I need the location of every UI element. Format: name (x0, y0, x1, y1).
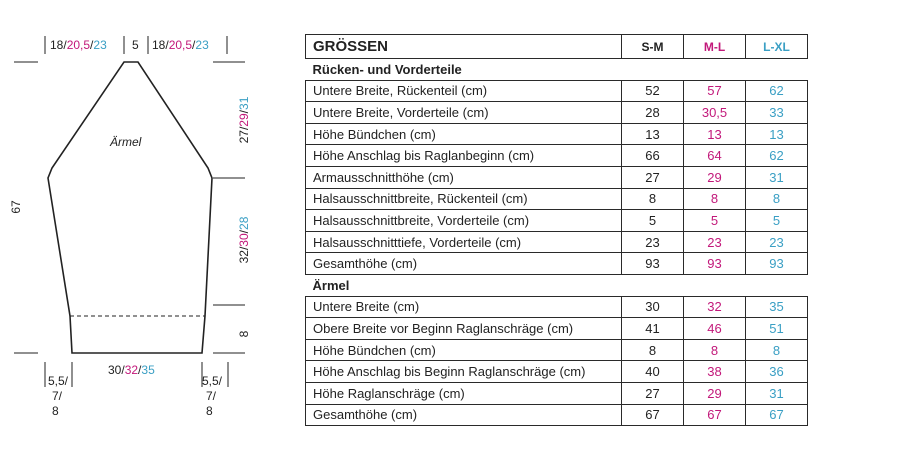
row-value-sm: 27 (622, 382, 684, 404)
right-offset-ml: 7/ (206, 389, 217, 403)
size-table (305, 34, 808, 426)
row-value-sm: 27 (622, 166, 684, 188)
row-value-lxl: 23 (746, 231, 808, 253)
row-value-ml: 30,5 (684, 102, 746, 124)
row-value-sm: 23 (622, 231, 684, 253)
row-value-lxl: 62 (746, 80, 808, 102)
section-header-row (306, 59, 808, 81)
table-row (306, 231, 808, 253)
row-value-lxl: 93 (746, 253, 808, 275)
row-value-lxl: 31 (746, 382, 808, 404)
section-title: Rücken- und Vorderteile (306, 59, 808, 81)
row-label: Gesamthöhe (cm) (306, 253, 622, 275)
row-label: Halsausschnitttiefe, Vorderteile (cm) (306, 231, 622, 253)
raglan-height-label: 27/29/31 (237, 96, 251, 144)
row-value-lxl: 35 (746, 296, 808, 318)
row-label: Untere Breite, Rückenteil (cm) (306, 80, 622, 102)
table-header-row (306, 35, 808, 59)
top-right-width-label: 18/20,5/23 (152, 38, 209, 52)
sleeve-schematic (0, 0, 300, 474)
row-label: Halsausschnittbreite, Rückenteil (cm) (306, 188, 622, 210)
sleeve-outline (48, 62, 212, 353)
row-value-sm: 40 (622, 361, 684, 383)
row-label: Armausschnitthöhe (cm) (306, 166, 622, 188)
row-value-ml: 67 (684, 404, 746, 426)
section-header-row (306, 274, 808, 296)
table-row (306, 80, 808, 102)
table-row (306, 145, 808, 167)
row-value-sm: 8 (622, 188, 684, 210)
left-offset-ml: 7/ (52, 389, 63, 403)
row-value-sm: 52 (622, 80, 684, 102)
row-label: Halsausschnittbreite, Vorderteile (cm) (306, 210, 622, 232)
left-offset-lxl: 8 (52, 404, 59, 418)
row-value-ml: 29 (684, 166, 746, 188)
row-value-lxl: 36 (746, 361, 808, 383)
right-offset-sm: 5,5/ (202, 374, 223, 388)
row-value-ml: 32 (684, 296, 746, 318)
row-value-lxl: 62 (746, 145, 808, 167)
row-value-lxl: 13 (746, 123, 808, 145)
top-left-width-label: 18/20,5/23 (50, 38, 107, 52)
left-offset-sm: 5,5/ (48, 374, 69, 388)
row-label: Höhe Raglanschräge (cm) (306, 382, 622, 404)
row-value-sm: 41 (622, 318, 684, 340)
cuff-height-label: 8 (237, 330, 251, 338)
row-label: Höhe Bündchen (cm) (306, 339, 622, 361)
row-value-ml: 8 (684, 188, 746, 210)
row-value-sm: 28 (622, 102, 684, 124)
size-header-sm: S-M (622, 35, 684, 59)
bottom-width-label: 30/32/35 (108, 363, 155, 377)
table-row (306, 102, 808, 124)
row-value-lxl: 5 (746, 210, 808, 232)
row-value-ml: 57 (684, 80, 746, 102)
row-value-ml: 46 (684, 318, 746, 340)
row-value-lxl: 31 (746, 166, 808, 188)
row-value-sm: 13 (622, 123, 684, 145)
row-label: Untere Breite, Vorderteile (cm) (306, 102, 622, 124)
row-label: Obere Breite vor Beginn Raglanschräge (cm) (306, 318, 622, 340)
table-row (306, 188, 808, 210)
row-value-ml: 64 (684, 145, 746, 167)
row-value-lxl: 8 (746, 339, 808, 361)
row-value-sm: 5 (622, 210, 684, 232)
row-label: Höhe Anschlag bis Raglanbeginn (cm) (306, 145, 622, 167)
right-offset-lxl: 8 (206, 404, 213, 418)
total-height-label: 67 (9, 200, 23, 214)
table-row (306, 123, 808, 145)
row-value-sm: 93 (622, 253, 684, 275)
table-row (306, 382, 808, 404)
row-value-lxl: 67 (746, 404, 808, 426)
row-value-lxl: 8 (746, 188, 808, 210)
row-value-lxl: 51 (746, 318, 808, 340)
row-value-ml: 23 (684, 231, 746, 253)
table-row (306, 210, 808, 232)
row-label: Höhe Bündchen (cm) (306, 123, 622, 145)
table-row (306, 166, 808, 188)
row-label: Gesamthöhe (cm) (306, 404, 622, 426)
row-value-ml: 5 (684, 210, 746, 232)
row-value-sm: 30 (622, 296, 684, 318)
size-header-ml: M-L (684, 35, 746, 59)
table-row (306, 253, 808, 275)
table-row (306, 318, 808, 340)
section-title: Ärmel (306, 274, 808, 296)
row-label: Höhe Anschlag bis Beginn Raglanschräge (cm) (306, 361, 622, 383)
row-value-ml: 29 (684, 382, 746, 404)
body-height-label: 32/30/28 (237, 216, 251, 264)
table-row (306, 361, 808, 383)
row-value-sm: 67 (622, 404, 684, 426)
row-value-ml: 8 (684, 339, 746, 361)
row-value-ml: 13 (684, 123, 746, 145)
row-value-ml: 38 (684, 361, 746, 383)
row-label: Untere Breite (cm) (306, 296, 622, 318)
table-body (306, 59, 808, 426)
table-row (306, 296, 808, 318)
row-value-ml: 93 (684, 253, 746, 275)
top-center-width-label: 5 (132, 38, 139, 52)
row-value-lxl: 33 (746, 102, 808, 124)
row-value-sm: 66 (622, 145, 684, 167)
table-row (306, 404, 808, 426)
size-header-lxl: L-XL (746, 35, 808, 59)
sleeve-label: Ärmel (110, 135, 142, 149)
table-title: GRÖSSEN (306, 35, 622, 59)
table-row (306, 339, 808, 361)
row-value-sm: 8 (622, 339, 684, 361)
